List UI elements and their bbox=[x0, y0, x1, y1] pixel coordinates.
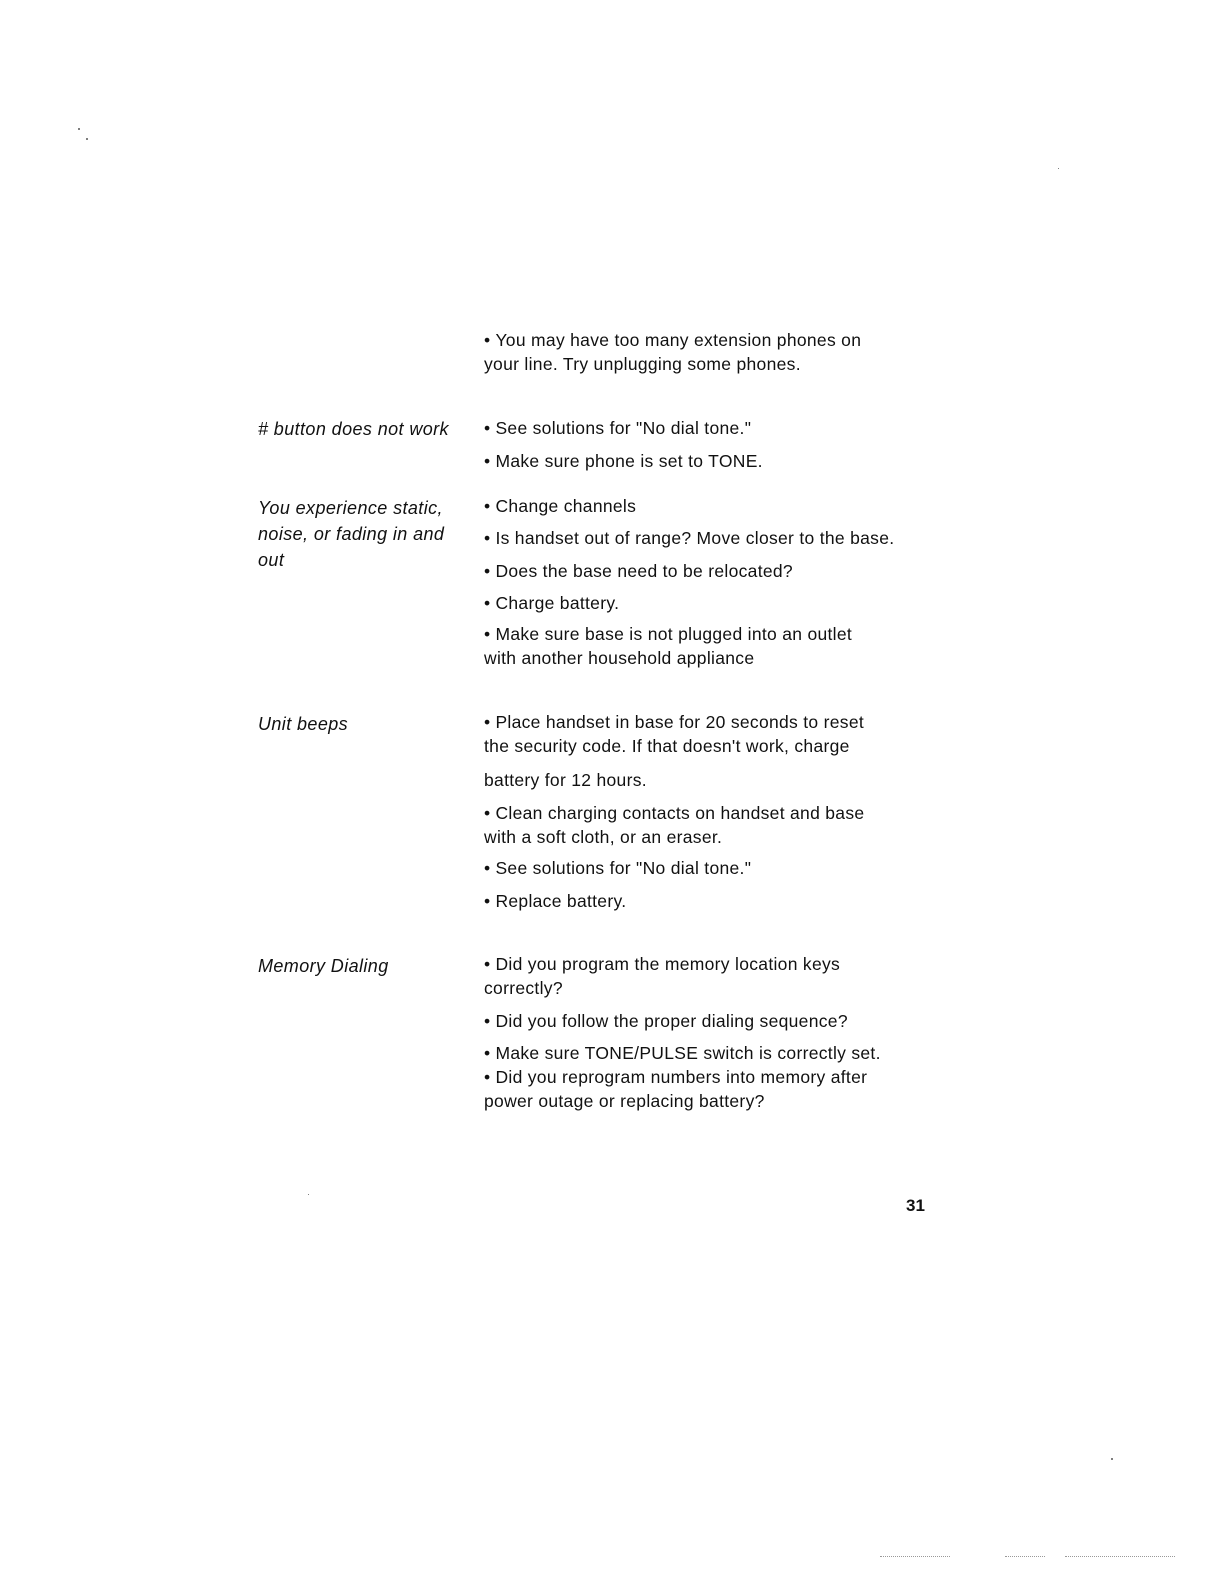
troubleshooting-item bbox=[484, 952, 840, 1000]
bullet-icon: • bbox=[484, 1043, 491, 1063]
item-line: • Change channels bbox=[484, 496, 637, 516]
troubleshooting-item bbox=[484, 591, 619, 615]
troubleshooting-item bbox=[484, 449, 763, 473]
troubleshooting-item bbox=[484, 526, 894, 550]
bullet-icon: • bbox=[484, 451, 491, 471]
bullet-icon: • bbox=[484, 891, 491, 911]
item-line: • Is handset out of range? Move closer to the base. bbox=[484, 528, 895, 548]
item-line: • Replace battery. bbox=[484, 891, 627, 911]
bullet-icon: • bbox=[484, 496, 491, 516]
problem-label: Memory Dialing bbox=[258, 956, 389, 976]
bullet-icon: • bbox=[484, 1011, 491, 1031]
problem-label: Unit beeps bbox=[258, 714, 349, 734]
troubleshooting-item bbox=[484, 328, 861, 376]
troubleshooting-item bbox=[484, 1009, 848, 1033]
bullet-icon: • bbox=[484, 528, 491, 548]
scan-artifact bbox=[1005, 1556, 1045, 1558]
bullet-icon: • bbox=[484, 954, 491, 974]
item-line: • Charge battery. bbox=[484, 593, 620, 613]
item-line: • You may have too many extension phones on bbox=[484, 330, 862, 350]
item-line: with a soft cloth, or an eraser. bbox=[484, 827, 723, 847]
item-line: with another household appliance bbox=[484, 648, 755, 668]
troubleshooting-item bbox=[484, 622, 852, 670]
scan-speck bbox=[1058, 168, 1059, 169]
item-line: power outage or replacing battery? bbox=[484, 1091, 765, 1111]
troubleshooting-item bbox=[484, 856, 751, 880]
item-line: • See solutions for "No dial tone." bbox=[484, 418, 752, 438]
item-line: • Did you reprogram numbers into memory after bbox=[484, 1067, 868, 1087]
bullet-icon: • bbox=[484, 593, 491, 613]
label-line: You experience static, bbox=[258, 498, 443, 518]
bullet-icon: • bbox=[484, 561, 491, 581]
item-line: • Does the base need to be relocated? bbox=[484, 561, 793, 581]
item-line: the security code. If that doesn't work, charge bbox=[484, 736, 850, 756]
label-line: noise, or fading in and bbox=[258, 524, 445, 544]
troubleshooting-item bbox=[484, 559, 793, 583]
item-line: • Place handset in base for 20 seconds to reset bbox=[484, 712, 865, 732]
bullet-icon: • bbox=[484, 858, 491, 878]
item-line: correctly? bbox=[484, 978, 563, 998]
item-line: • See solutions for "No dial tone." bbox=[484, 858, 752, 878]
troubleshooting-item bbox=[484, 889, 626, 913]
troubleshooting-item bbox=[484, 1065, 867, 1113]
troubleshooting-item bbox=[484, 1041, 881, 1065]
troubleshooting-item bbox=[484, 768, 647, 792]
item-line: • Make sure TONE/PULSE switch is correctly set. bbox=[484, 1043, 881, 1063]
item-line: • Make sure base is not plugged into an outlet bbox=[484, 624, 853, 644]
bullet-icon: • bbox=[484, 330, 491, 350]
bullet-icon: • bbox=[484, 1067, 491, 1087]
item-line: • Clean charging contacts on handset and base bbox=[484, 803, 865, 823]
label-line: out bbox=[258, 550, 285, 570]
troubleshooting-item bbox=[484, 801, 864, 849]
troubleshooting-item bbox=[484, 710, 864, 758]
page-number: 31 bbox=[906, 1196, 925, 1215]
scan-artifact bbox=[880, 1556, 950, 1558]
scan-artifact bbox=[1065, 1556, 1175, 1558]
scan-speck bbox=[1111, 1458, 1113, 1460]
bullet-icon: • bbox=[484, 624, 491, 644]
bullet-icon: • bbox=[484, 803, 491, 823]
scan-speck bbox=[78, 128, 80, 130]
troubleshooting-item bbox=[484, 494, 636, 518]
item-line: • Did you program the memory location keys bbox=[484, 954, 841, 974]
bullet-icon: • bbox=[484, 712, 491, 732]
problem-label: # button does not work bbox=[258, 419, 449, 439]
scan-speck bbox=[308, 1194, 309, 1195]
item-line: • Did you follow the proper dialing sequence? bbox=[484, 1011, 848, 1031]
item-line: your line. Try unplugging some phones. bbox=[484, 354, 801, 374]
item-line: battery for 12 hours. bbox=[484, 770, 647, 790]
scan-speck bbox=[86, 138, 88, 140]
item-line: • Make sure phone is set to TONE. bbox=[484, 451, 763, 471]
bullet-icon: • bbox=[484, 418, 491, 438]
problem-label bbox=[258, 495, 444, 573]
troubleshooting-item bbox=[484, 416, 751, 440]
